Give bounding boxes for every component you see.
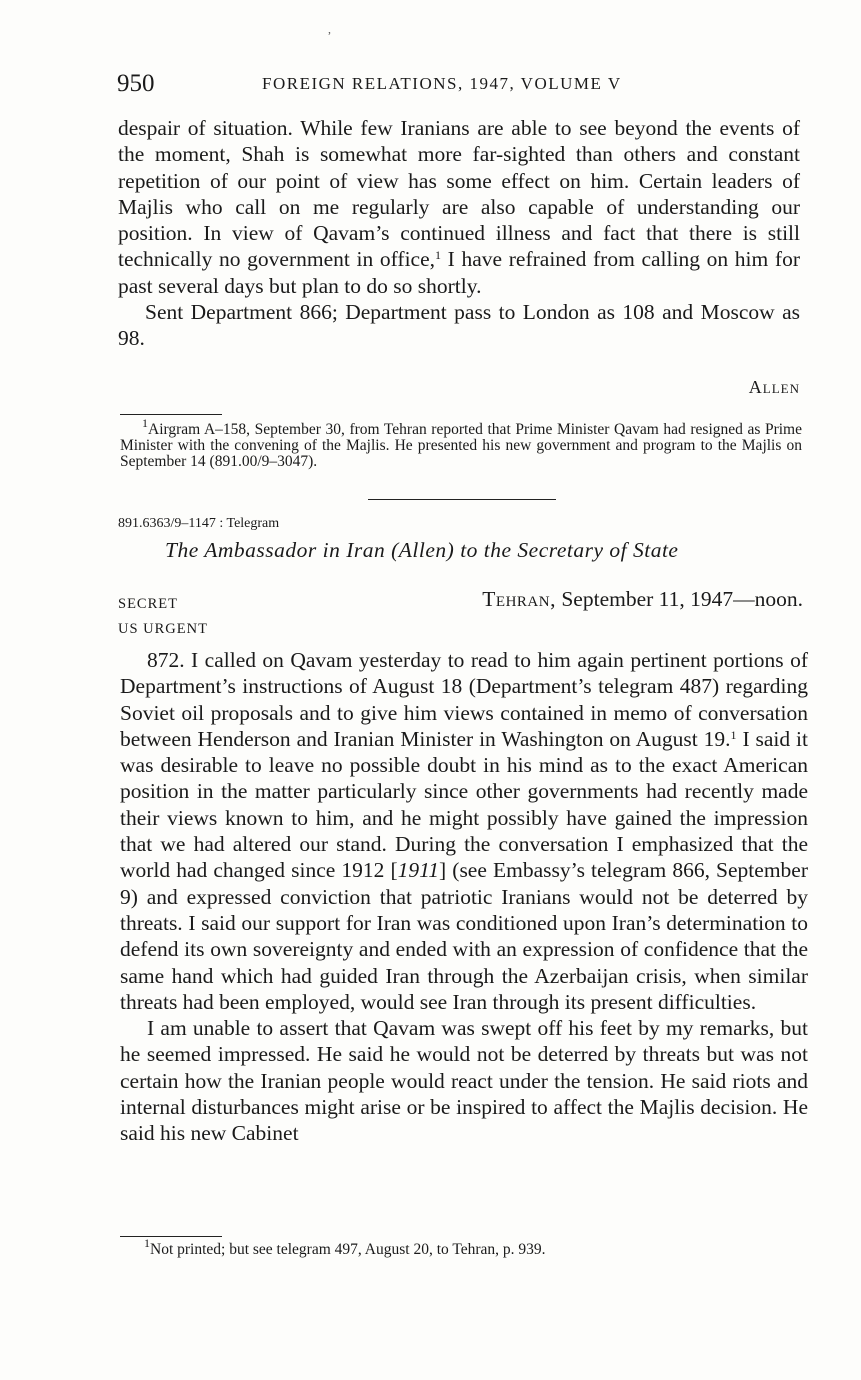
footnote-ref: 1 (435, 248, 442, 263)
doc2-footnote: $^1$Not printed; but see telegram 497, August 20, to Tehran, p. 939. (144, 1236, 546, 1258)
footnote-ref: 1 (730, 727, 737, 742)
footnote-divider (120, 1236, 222, 1237)
doc2-paragraph-2: I am unable to assert that Qavam was swept off his feet by my remarks, but he seemed impressed. He said he would not be deterred by threats but was not certain how the Iranian people would react under the tension. He said riots and internal disturbances might arise or be inspired to affect the Majlis decision. He said his new Cabinet (120, 1016, 808, 1146)
running-title: FOREIGN RELATIONS, 1947, VOLUME V (262, 74, 622, 93)
section-divider (368, 499, 556, 500)
footnote-divider (120, 414, 222, 415)
page-number: 950 (117, 70, 155, 97)
dateline: Tehran, September 11, 1947—noon. (482, 587, 803, 611)
doc1-paragraph-2: Sent Department 866; Department pass to London as 108 and Moscow as 98. (118, 300, 800, 351)
file-reference: 891.6363/9–1147 : Telegram (118, 516, 280, 531)
doc2-body (120, 647, 808, 1147)
signature: Allen (748, 377, 800, 397)
priority: US URGENT (118, 621, 208, 637)
scan-mark: , (328, 22, 331, 36)
doc1-paragraph-1: despair of situation. While few Iranians are able to see beyond the events of the moment, Shah is somewhat more far-sighted than others and constant repetition of our point of view has some effect on him. Certain leaders of Majlis who call on me regularly are also capable of understanding our position. In view of Qavam’s continued illness and fact that there is still technically no government in office,$^1$ I have refrained from calling on him for past several days but plan to do so shortly. (118, 116, 800, 298)
doc1-body (118, 115, 800, 352)
document-title: The Ambassador in Iran (Allen) to the Secretary of State (165, 538, 679, 562)
classification: SECRET (118, 596, 178, 612)
doc1-footnote: $^1$Airgram A–158, September 30, from Tehran reported that Prime Minister Qavam had resigned as Prime Minister with the convening of the Majlis. He presented his new government and program to the Majlis on September 14 (891.00/9–3047). (120, 416, 802, 471)
doc2-paragraph-1: 872. I called on Qavam yesterday to read to him again pertinent portions of Department’s instructions of August 18 (Department’s telegram 487) regarding Soviet oil proposals and to give him views contained in memo of conversation between Henderson and Iranian Minister in Washington on August 19.$^1$ I said it was desirable to leave no possible doubt in his mind as to the exact American position in the matter particularly since other governments had recently made their views known to him, and he might possibly have gained the impression that we had altered our stand. During the conversation I emphasized that the world had changed since 1912 [1911] (see Embassy’s telegram 866, September 9) and expressed conviction that patriotic Iranians would not be deterred by threats. I said our support for Iran was conditioned upon Iran’s determination to defend its own sovereignty and ended with an expression of confidence that the same hand which had guided Iran through the Azerbaijan crisis, when similar threats had been employed, would see Iran through its present difficulties. (120, 648, 808, 1014)
